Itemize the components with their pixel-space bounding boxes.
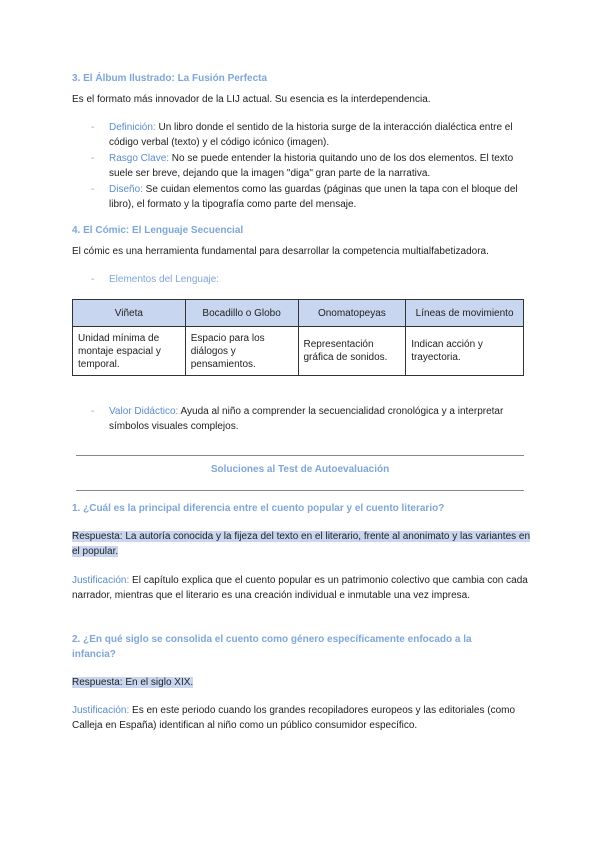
justification-text: El capítulo explica que el cuento popular es un patrimonio colectivo que cambia con cada narrador, mientras que el literario es una creación individual e inmutable una vez impresa.: [72, 575, 528, 601]
question-2: 2. ¿En qué siglo se consolida el cuento como género específicamente enfocado a la infancia?: [72, 634, 472, 660]
solutions-title: Soluciones al Test de Autoevaluación: [210, 464, 390, 475]
section-3-intro: Es el formato más innovador de la LIJ actual. Su esencia es la interdependencia.: [72, 94, 431, 105]
answer-2: [72, 675, 532, 690]
divider-top: [76, 455, 524, 456]
answer-1-text: Respuesta: La autoría conocida y la fijeza del texto en el literario, frente al anonimato y las variantes en el popular.: [72, 531, 531, 557]
bullet-text: Un libro donde el sentido de la historia surge de la interacción dialéctica entre el código verbal (texto) y el código icónico (imagen).: [109, 122, 513, 148]
bullet-dash: -: [91, 153, 95, 164]
table-cell: Unidad mínima de montaje espacial y temporal.: [73, 327, 186, 376]
table-header-cell: Bocadillo o Globo: [185, 300, 298, 327]
divider-bottom: [76, 490, 524, 491]
answer-1: [72, 529, 532, 559]
table-header-cell: Viñeta: [73, 300, 186, 327]
bullet-dash: -: [91, 274, 95, 285]
bullet-text: No se puede entender la historia quitando uno de los dos elementos. El texto suele ser breve, dejando que la imagen "diga" gran parte de la narrativa.: [109, 153, 514, 179]
justification-text: Es en este periodo cuando los grandes recopiladores europeos y las editoriales (como Calleja en España) identifican al niño como un público consumidor específico.: [72, 705, 516, 731]
bullet-definicion: [91, 120, 531, 152]
table-cell: Indican acción y trayectoria.: [406, 327, 524, 376]
justification-label: Justificación:: [72, 575, 130, 586]
comic-elements-table: [72, 299, 524, 376]
bullet-label: Valor Didáctico:: [109, 406, 179, 417]
bullet-dash: -: [91, 406, 95, 417]
answer-2-text: Respuesta: En el siglo XIX.: [72, 677, 194, 688]
bullet-label: Elementos del Lenguaje:: [109, 274, 220, 285]
bullet-label: Diseño:: [109, 184, 143, 195]
table-row: [73, 327, 524, 376]
bullet-text: Ayuda al niño a comprender la secuencialidad cronológica y a interpretar símbolos visuales complejos.: [109, 406, 504, 432]
table-cell: Espacio para los diálogos y pensamientos.: [185, 327, 298, 376]
justification-label: Justificación:: [72, 705, 130, 716]
justification-2: [72, 703, 532, 733]
section-4-intro: El cómic es una herramienta fundamental para desarrollar la competencia multialfabetizadora.: [72, 246, 489, 257]
bullet-diseno: [91, 182, 531, 214]
table-header-row: [73, 300, 524, 327]
bullet-label: Definición:: [109, 122, 156, 133]
bullet-label: Rasgo Clave:: [109, 153, 170, 164]
table-cell: Representación gráfica de sonidos.: [298, 327, 406, 376]
question-1: 1. ¿Cuál es la principal diferencia entre el cuento popular y el cuento literario?: [72, 503, 445, 514]
bullet-text: Se cuidan elementos como las guardas (páginas que unen la tapa con el bloque del libro), el formato y la tipografía como parte del mensaje.: [109, 184, 518, 210]
bullet-valor-didactico: [91, 404, 531, 436]
table-header-cell: Onomatopeyas: [298, 300, 406, 327]
section-4-heading: 4. El Cómic: El Lenguaje Secuencial: [72, 225, 244, 236]
table-header-cell: Líneas de movimiento: [406, 300, 524, 327]
bullet-rasgo-clave: [91, 151, 531, 183]
bullet-dash: -: [91, 184, 95, 195]
justification-1: [72, 573, 532, 603]
bullet-elementos: [91, 272, 531, 288]
section-3-heading: 3. El Álbum Ilustrado: La Fusión Perfecta: [72, 73, 268, 84]
bullet-dash: -: [91, 122, 95, 133]
